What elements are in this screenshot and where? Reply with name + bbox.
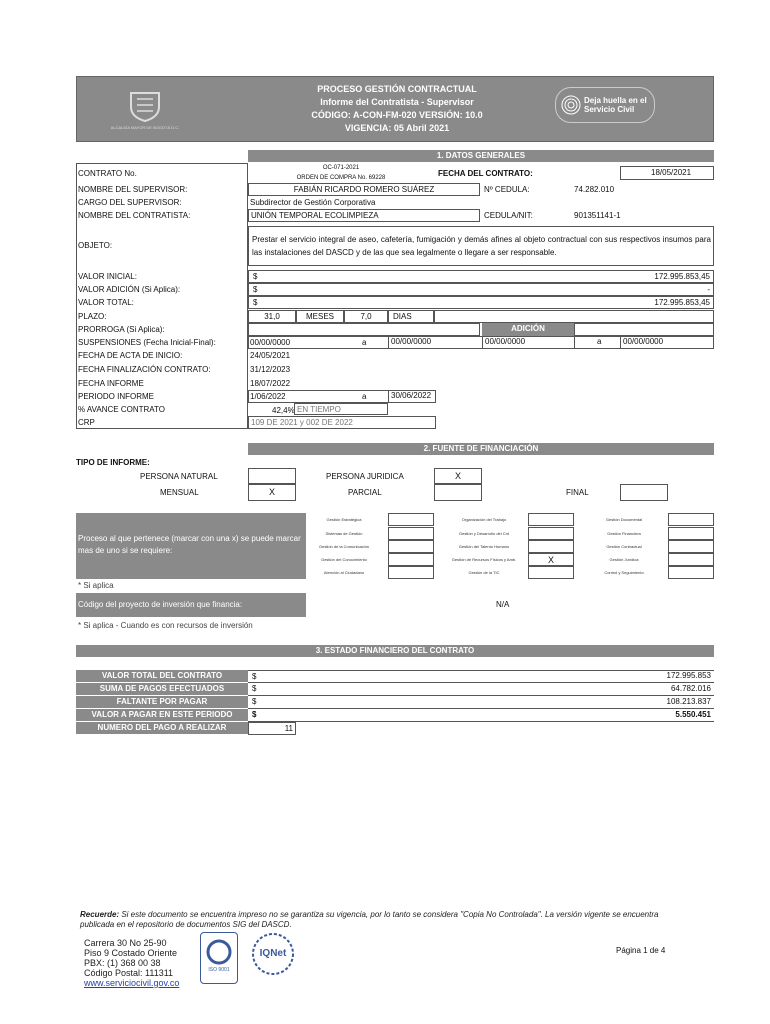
nit-label: CEDULA/NIT: <box>484 211 533 220</box>
valor-inicial-value: 172.995.853,45 <box>654 272 710 281</box>
valor-total-currency: $ <box>253 298 258 307</box>
address-line-4: Código Postal: 111311 <box>84 968 174 978</box>
objeto-value: Prestar el servicio integral de aseo, cafetería, fumigación y demás afines al objeto contractual con sus respectivos insumos para las instalaciones del DASCD y de las que sea legalmente o llegare a ser responsable. <box>248 226 714 266</box>
crp-label: CRP <box>78 418 95 427</box>
acta-inicio-value: 24/05/2021 <box>250 351 291 360</box>
proceso-checkbox[interactable] <box>528 527 574 540</box>
valor-adicion-cell <box>248 283 714 296</box>
proceso-name: Gestión Jurídica <box>609 557 639 562</box>
proceso-checkbox[interactable] <box>388 540 434 553</box>
bogota-logo <box>105 85 185 137</box>
adicion-empty <box>574 323 714 336</box>
periodo-label: PERIODO INFORME <box>78 392 155 401</box>
finalizacion-label: FECHA FINALIZACIÓN CONTRATO: <box>78 365 211 374</box>
avance-value: 42,4% <box>272 406 295 415</box>
persona-natural-checkbox[interactable] <box>248 468 296 484</box>
proceso-name: Gestión Financiera <box>607 531 641 536</box>
financial-row-label: VALOR TOTAL DEL CONTRATO <box>76 670 248 683</box>
proceso-checkbox[interactable] <box>388 527 434 540</box>
parcial-label: PARCIAL <box>348 488 382 497</box>
periodo-start: 1/06/2022 <box>250 392 286 401</box>
final-checkbox[interactable] <box>620 484 668 501</box>
iso-label: ISO 9001 <box>208 967 230 973</box>
supervisor-label: NOMBRE DEL SUPERVISOR: <box>78 185 188 194</box>
persona-natural-label: PERSONA NATURAL <box>140 472 218 481</box>
proceso-checkbox[interactable] <box>668 553 714 566</box>
logo-left-text: ALCALDÍA MAYOR DE BOGOTÁ D.C. <box>110 125 180 130</box>
proceso-checkbox[interactable] <box>388 553 434 566</box>
financial-row-value: 5.550.451 <box>675 710 711 719</box>
proceso-checkbox[interactable] <box>388 513 434 526</box>
process-title: PROCESO GESTIÓN CONTRACTUAL <box>317 84 477 94</box>
logo-right-text: Deja huella en el Servicio Civil <box>584 96 647 114</box>
proceso-name: Gestión Estratégica <box>326 517 362 522</box>
plazo-dias-label: DIAS <box>388 310 434 323</box>
mensual-checkbox[interactable]: X <box>248 484 296 501</box>
section-1-title: 1. DATOS GENERALES <box>248 150 714 162</box>
tipo-informe-label: TIPO DE INFORME: <box>76 458 150 467</box>
proceso-checkbox[interactable] <box>388 566 434 579</box>
financial-row-currency: $ <box>248 709 714 722</box>
plazo-meses-value: 31,0 <box>248 310 296 323</box>
avance-status: EN TIEMPO <box>294 403 388 415</box>
proceso-name: Gestión Documental <box>605 517 643 522</box>
nit-value: 901351141-1 <box>574 211 621 220</box>
proceso-name: Atención al Ciudadano <box>323 570 365 575</box>
avance-label: % AVANCE CONTRATO <box>78 405 165 414</box>
suspension-end: 00/00/0000 <box>388 336 431 349</box>
adicion-header: ADICIÓN <box>482 323 574 336</box>
address-line-1: Carrera 30 No 25-90 <box>84 938 167 948</box>
address-block <box>84 938 179 988</box>
valor-adicion-currency: $ <box>253 285 258 294</box>
proceso-label: Proceso al que pertenece (marcar con una x) se puede marcar mas de uno si se requiere: <box>76 513 306 579</box>
financial-row-value: 172.995.853 <box>666 671 711 680</box>
prorroga-value <box>248 323 480 336</box>
si-aplica-note-2: * Si aplica - Cuando es con recursos de inversión <box>78 621 253 630</box>
mensual-label: MENSUAL <box>160 488 199 497</box>
servicio-civil-logo <box>555 87 655 123</box>
financial-row <box>76 696 714 709</box>
numero-pago-value: 11 <box>248 722 296 735</box>
page-number: Página 1 de 4 <box>616 946 666 955</box>
financial-row <box>76 709 714 722</box>
financial-row <box>76 670 714 683</box>
fecha-informe-label: FECHA INFORME <box>78 379 144 388</box>
suspensiones-label: SUSPENSIONES (Fecha Inicial-Final): <box>78 338 216 347</box>
financial-row-currency: $ <box>248 696 714 709</box>
plazo-meses-label: MESES <box>296 310 344 323</box>
financial-row-label: SUMA DE PAGOS EFECTUADOS <box>76 683 248 696</box>
financial-row-currency: $ <box>248 683 714 696</box>
persona-juridica-label: PERSONA JURIDICA <box>326 472 404 481</box>
shield-icon <box>125 89 165 123</box>
periodo-a: a <box>362 392 367 401</box>
financial-row-label: FALTANTE POR PAGAR <box>76 696 248 709</box>
adicion-end: 00/00/0000 <box>620 336 663 349</box>
supervisor-value: FABIÁN RICARDO ROMERO SUÁREZ <box>248 183 480 196</box>
proceso-checkbox[interactable] <box>668 540 714 553</box>
fingerprint-icon <box>560 94 582 116</box>
proceso-checkbox[interactable] <box>528 513 574 526</box>
financial-row-label: VALOR A PAGAR EN ESTE PERIODO <box>76 709 248 722</box>
contratista-value: UNIÓN TEMPORAL ECOLIMPIEZA <box>248 209 480 222</box>
suspension-a: a <box>362 338 367 347</box>
website-link[interactable]: www.serviciocivil.gov.co <box>84 978 180 988</box>
plazo-empty <box>434 310 714 323</box>
recuerde-note <box>80 910 690 930</box>
proceso-checkbox[interactable] <box>528 540 574 553</box>
valor-inicial-cell <box>248 270 714 283</box>
iso-9001-badge <box>200 932 238 984</box>
proceso-name: Gestión y Desarrollo del Cnt <box>458 531 510 536</box>
contrato-no-line2: ORDEN DE COMPRA No. 69228 <box>296 175 386 181</box>
proceso-checkbox[interactable] <box>668 566 714 579</box>
persona-juridica-checkbox[interactable]: X <box>434 468 482 484</box>
plazo-dias-value: 7,0 <box>344 310 388 323</box>
document-header <box>76 76 714 142</box>
contrato-no-label: CONTRATO No. <box>78 169 137 178</box>
proceso-checkbox[interactable] <box>668 513 714 526</box>
proceso-checkbox[interactable] <box>668 527 714 540</box>
contrato-no-value <box>248 163 434 183</box>
fecha-informe-value: 18/07/2022 <box>250 379 291 388</box>
adicion-a: a <box>574 336 601 349</box>
cedula-value: 74.282.010 <box>574 185 615 194</box>
parcial-checkbox[interactable] <box>434 484 482 501</box>
numero-pago-label: NUMERO DEL PAGO A REALIZAR <box>76 722 248 735</box>
valor-adicion-value: - <box>707 285 710 294</box>
contratista-label: NOMBRE DEL CONTRATISTA: <box>78 211 191 220</box>
proceso-name: Gestión del Conocimiento <box>321 557 367 562</box>
proceso-name: Gestión del Talento Humano <box>458 544 510 549</box>
form-title: Informe del Contratista - Supervisor <box>320 97 474 107</box>
proceso-name: Sistemas de Gestión <box>325 531 363 536</box>
iqnet-label: IQNet <box>259 948 287 959</box>
iqnet-badge <box>246 932 300 984</box>
adicion-start: 00/00/0000 <box>482 336 525 349</box>
cedula-label: Nº CEDULA: <box>484 185 530 194</box>
valor-total-value: 172.995.853,45 <box>654 298 710 307</box>
valor-inicial-label: VALOR INICIAL: <box>78 272 137 281</box>
recuerde-bold: Recuerde: <box>80 910 120 919</box>
si-aplica-note: * Si aplica <box>78 581 114 590</box>
financial-row <box>76 683 714 696</box>
address-line-3: PBX: (1) 368 00 38 <box>84 958 161 968</box>
financial-row-currency: $ <box>248 670 714 683</box>
financial-row-value: 64.782.016 <box>670 684 711 693</box>
crp-value: 109 DE 2021 y 002 DE 2022 <box>248 416 436 429</box>
contrato-no-line1: OC-071-2021 <box>322 165 360 171</box>
prorroga-label: PRORROGA (Si Aplica): <box>78 325 165 334</box>
section-3-title: 3. ESTADO FINANCIERO DEL CONTRATO <box>76 645 714 657</box>
valor-adicion-label: VALOR ADICIÓN (Si Aplica): <box>78 285 181 294</box>
fecha-contrato-value: 18/05/2021 <box>620 166 714 180</box>
valor-inicial-currency: $ <box>253 272 258 281</box>
acta-inicio-label: FECHA DE ACTA DE INICIO: <box>78 351 183 360</box>
section-2-title: 2. FUENTE DE FINANCIACIÓN <box>248 443 714 455</box>
proceso-name: Gestión de la TIC <box>468 570 500 575</box>
proceso-name: Gestión de Recursos Físicos y Amb. <box>451 557 517 562</box>
plazo-label: PLAZO: <box>78 312 107 321</box>
proceso-name: Control y Seguimiento <box>604 570 644 575</box>
suspension-start: 00/00/0000 <box>250 338 291 347</box>
financial-row <box>76 722 714 735</box>
form-code: CÓDIGO: A-CON-FM-020 VERSIÓN: 10.0 <box>311 110 483 120</box>
finalizacion-value: 31/12/2023 <box>250 365 291 374</box>
certification-icon <box>206 939 232 965</box>
proceso-checkbox[interactable] <box>528 566 574 579</box>
proceso-name: Gestión Contractual <box>606 544 642 549</box>
codigo-proyecto-label: Código del proyecto de inversión que financia: <box>76 593 306 617</box>
recuerde-text: Si este documento se encuentra impreso no se garantiza su vigencia, por lo tanto se considera "Copia No Controlada". La versión vigente se encuentra publicada en el repositorio de documentos SIG del DASCD. <box>80 910 659 929</box>
valor-total-label: VALOR TOTAL: <box>78 298 134 307</box>
proceso-name: Gestión de la Comunicación <box>318 544 370 549</box>
proceso-name: Organización del Trabajo <box>461 517 507 522</box>
codigo-proyecto-value: N/A <box>496 600 510 609</box>
final-label: FINAL <box>566 488 589 497</box>
form-validity: VIGENCIA: 05 Abril 2021 <box>344 123 450 133</box>
periodo-end: 30/06/2022 <box>388 390 431 403</box>
address-line-2: Piso 9 Costado Oriente <box>84 948 178 958</box>
fecha-contrato-label: FECHA DEL CONTRATO: <box>438 169 533 178</box>
cargo-value: Subdirector de Gestión Corporativa <box>250 198 376 207</box>
valor-total-cell <box>248 296 714 309</box>
cargo-label: CARGO DEL SUPERVISOR: <box>78 198 182 207</box>
proceso-checkbox[interactable]: X <box>528 553 574 566</box>
objeto-label: OBJETO: <box>78 241 113 250</box>
financial-table <box>76 670 714 735</box>
financial-row-value: 108.213.837 <box>666 697 711 706</box>
